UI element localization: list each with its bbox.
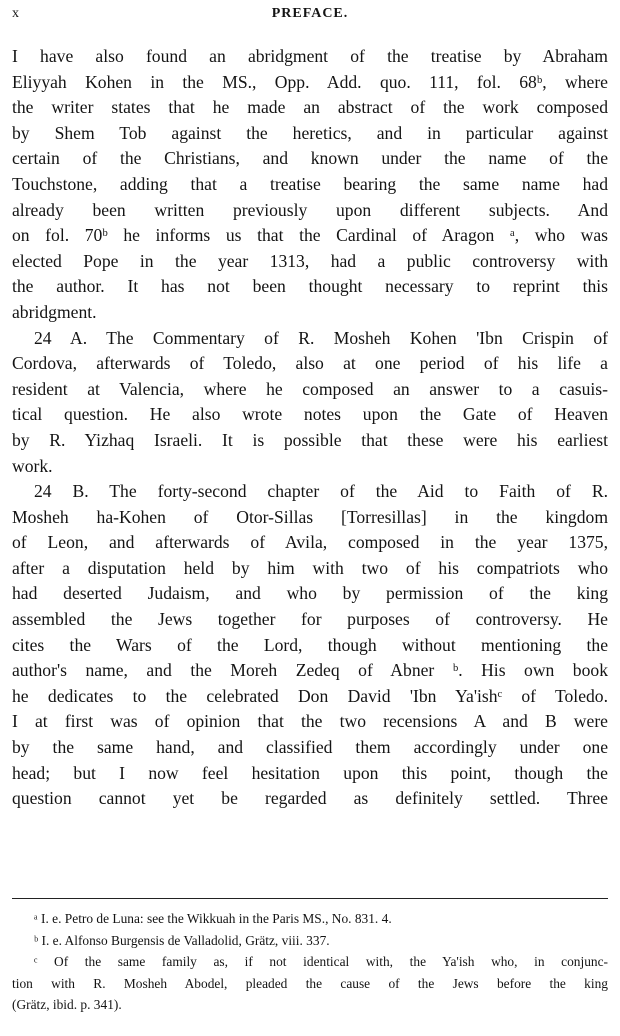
footnote-b: ᵇ I. e. Alfonso Burgensis de Valladolid, Grätz, viii. 337. bbox=[34, 932, 330, 948]
text-line: tical question. He also wrote notes upon the Gate of Heaven bbox=[12, 404, 608, 425]
footnote-c-end: (Grätz, ibid. p. 341). bbox=[12, 997, 122, 1012]
text-line: 24 A. The Commentary of R. Mosheh Kohen 'Ibn Crispin of bbox=[34, 327, 608, 348]
text-line: by R. Yizhaq Israeli. It is possible that these were his earliest bbox=[12, 429, 608, 450]
text-line: certain of the Christians, and known under the name of the bbox=[12, 148, 608, 169]
text-line: 24 B. The forty-second chapter of the Aid to Faith of R. bbox=[34, 481, 608, 502]
text-line: he dedicates to the celebrated Don David 'Ibn Ya'ishᶜ of Toledo. bbox=[12, 685, 608, 706]
text-line: after a disputation held by him with two of his compatriots who bbox=[12, 557, 608, 578]
footnote-c-continued: tion with R. Mosheh Abodel, pleaded the cause of the Jews before the king bbox=[12, 975, 608, 991]
text-line: author's name, and the Moreh Zedeq of Abner ᵇ. His own book bbox=[12, 660, 608, 681]
text-line: assembled the Jews together for purposes of controversy. He bbox=[12, 609, 608, 630]
text-line: of Leon, and afterwards of Avila, composed in the year 1375, bbox=[12, 532, 608, 553]
text-line: work. bbox=[12, 455, 53, 476]
text-line: I at first was of opinion that the two recensions A and B were bbox=[12, 711, 608, 732]
text-line: on fol. 70ᵇ he informs us that the Cardinal of Aragon ᵃ, who was bbox=[12, 225, 608, 246]
text-line: Mosheh ha-Kohen of Otor-Sillas [Torresillas] in the kingdom bbox=[12, 506, 608, 527]
text-line: elected Pope in the year 1313, had a public controversy with bbox=[12, 250, 608, 271]
running-title: PREFACE. bbox=[271, 6, 349, 21]
footnotes bbox=[12, 908, 608, 1016]
text-line: the writer states that he made an abstract of the work composed bbox=[12, 97, 608, 118]
text-line: resident at Valencia, where he composed an answer to a casuis- bbox=[12, 378, 608, 399]
footnote-divider bbox=[12, 898, 608, 899]
text-line: by the same hand, and classified them accordingly under one bbox=[12, 737, 608, 758]
main-text bbox=[12, 44, 608, 812]
text-line: Touchstone, adding that a treatise bearing the same name had bbox=[12, 173, 608, 194]
footnote-a: ᵃ I. e. Petro de Luna: see the Wikkuah in the Paris MS., No. 831. 4. bbox=[34, 911, 392, 926]
page-number: x bbox=[12, 6, 20, 21]
text-line: I have also found an abridgment of the treatise by Abraham bbox=[12, 46, 608, 66]
text-line: Eliyyah Kohen in the MS., Opp. Add. quo. 111, fol. 68ᵇ, where bbox=[12, 71, 608, 92]
footnote-c: ᶜ Of the same family as, if not identical with, the Ya'ish who, in conjunc- bbox=[34, 954, 608, 969]
text-line: already been written previously upon different subjects. And bbox=[12, 199, 608, 220]
text-line: had deserted Judaism, and who by permission of the king bbox=[12, 583, 608, 604]
text-line: question cannot yet be regarded as definitely settled. Three bbox=[12, 788, 608, 809]
page-header bbox=[12, 6, 608, 30]
text-line: the author. It has not been thought necessary to reprint this bbox=[12, 276, 608, 297]
text-line: by Shem Tob against the heretics, and in particular against bbox=[12, 122, 608, 143]
text-line: cites the Wars of the Lord, though without mentioning the bbox=[12, 634, 608, 655]
text-line: Cordova, afterwards of Toledo, also at one period of his life a bbox=[12, 353, 608, 374]
text-line: head; but I now feel hesitation upon this point, though the bbox=[12, 762, 608, 783]
text-line: abridgment. bbox=[12, 301, 97, 322]
